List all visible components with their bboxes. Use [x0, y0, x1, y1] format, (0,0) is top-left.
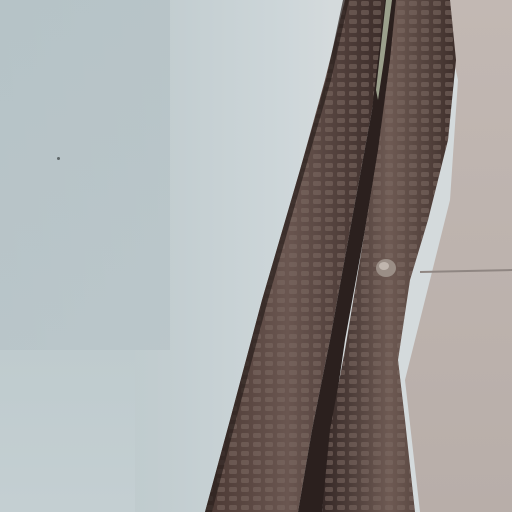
carved-knot-highlight [379, 262, 389, 270]
